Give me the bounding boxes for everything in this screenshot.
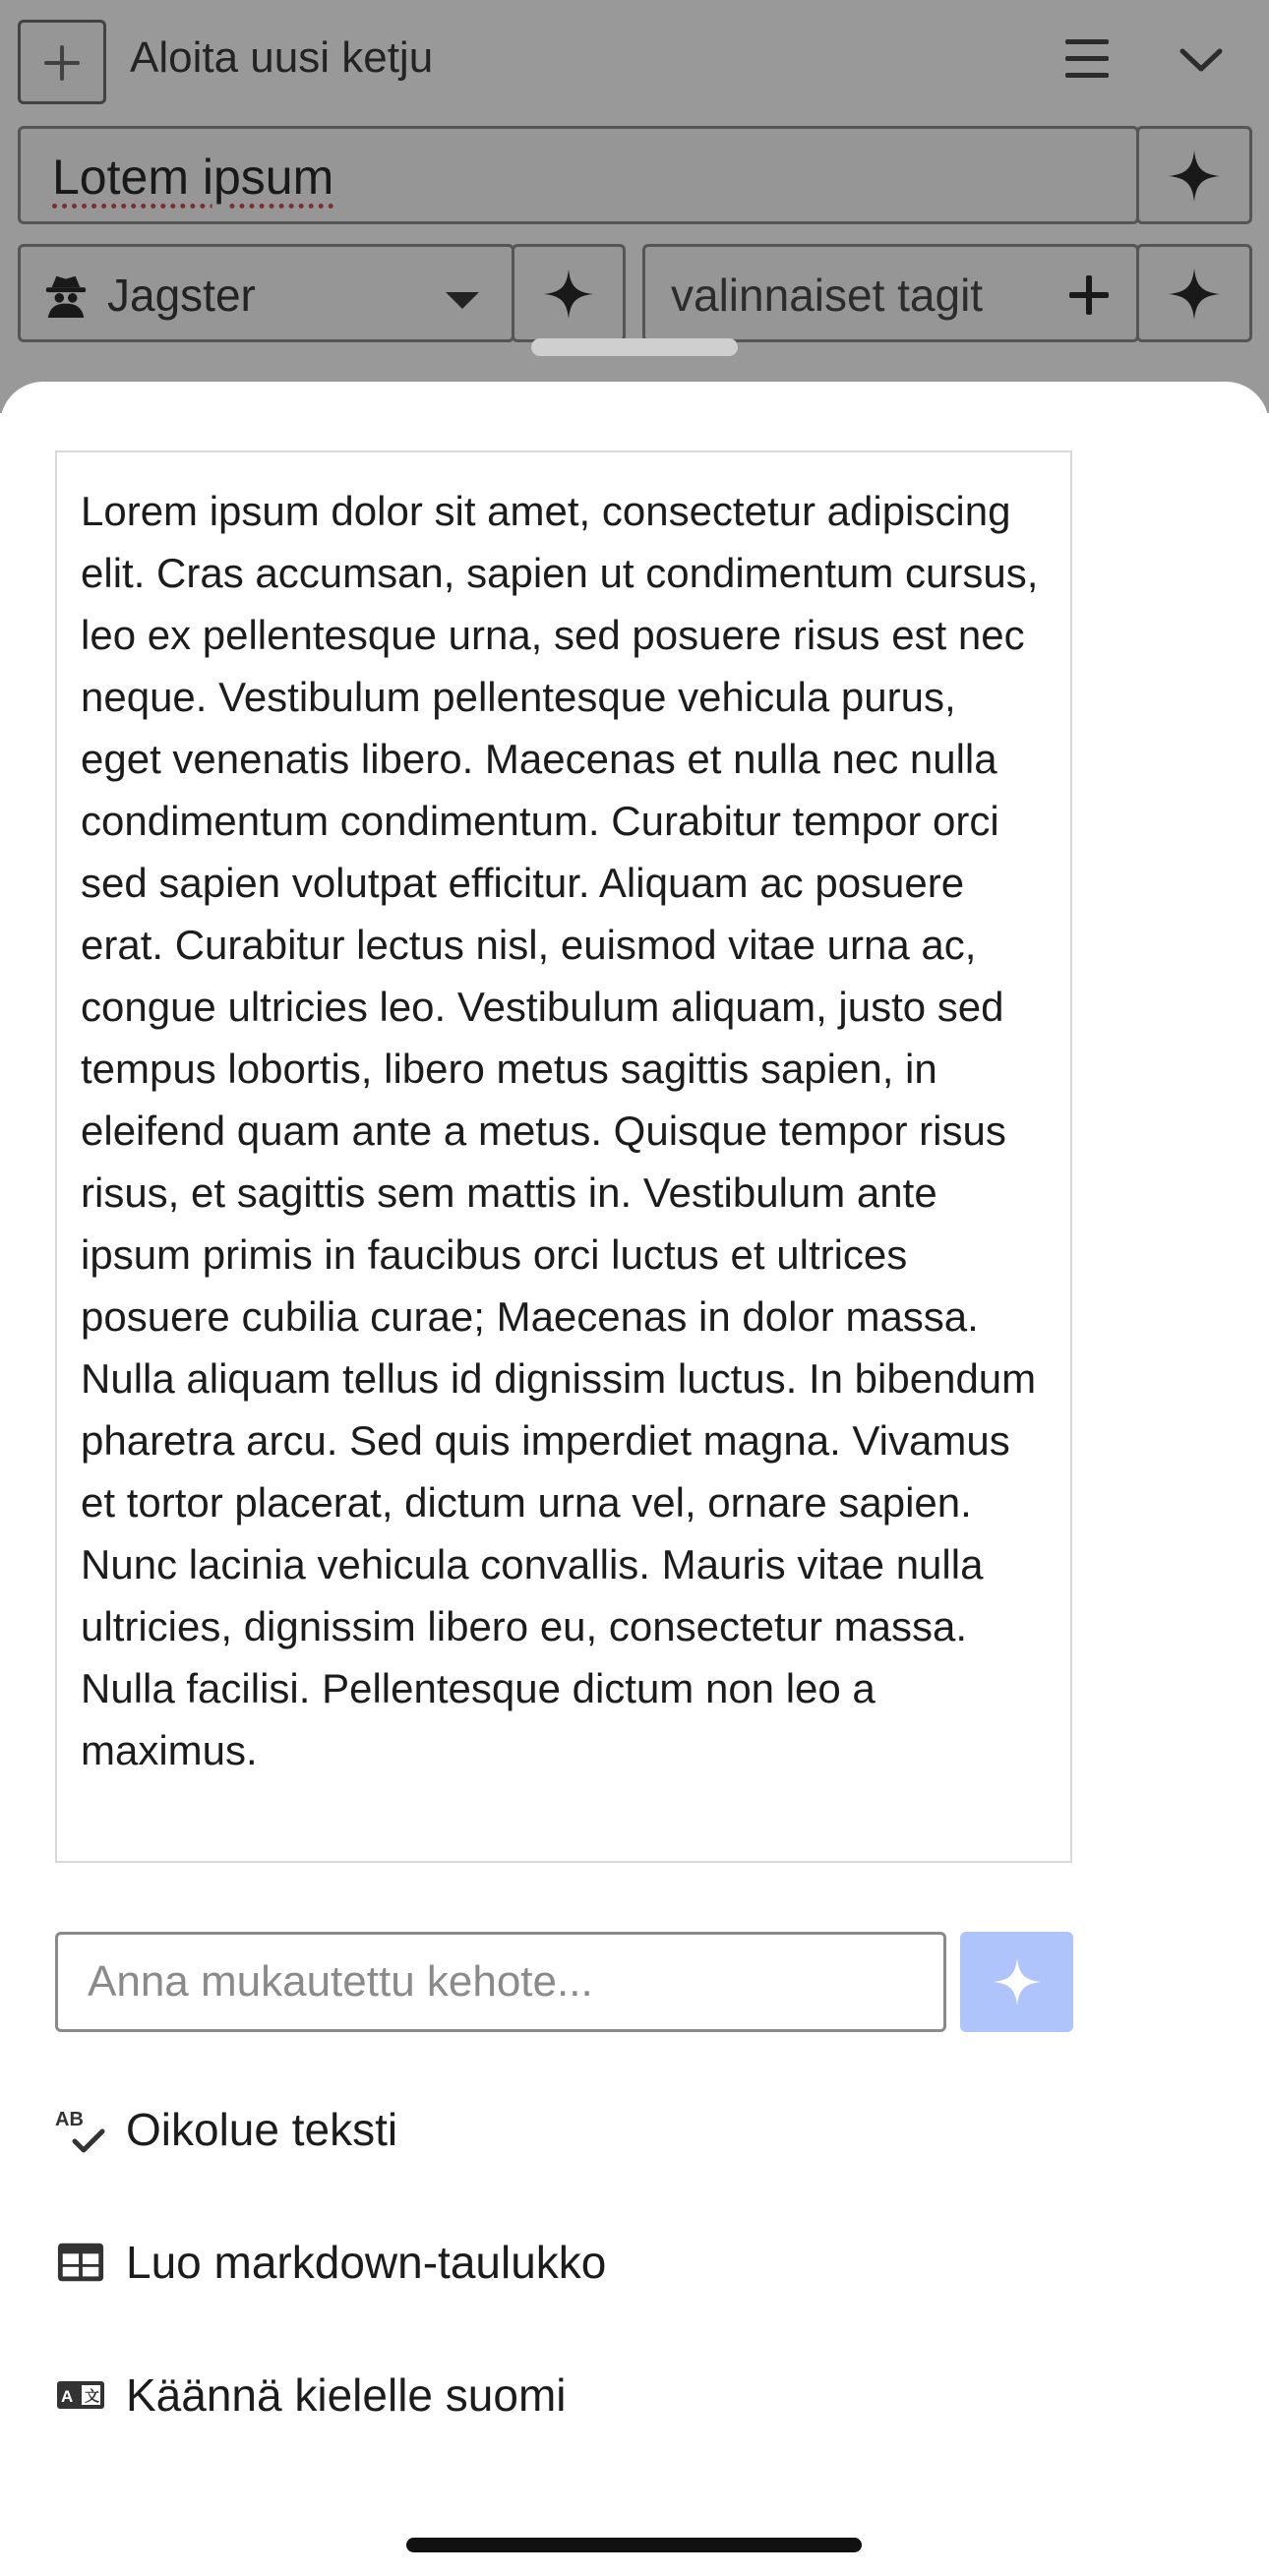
text-preview-box <box>55 450 1072 1863</box>
action-proofread[interactable] <box>55 2085 1039 2174</box>
action-label: Käännä kielelle suomi <box>126 2369 567 2421</box>
new-chat-label: Aloita uusi ketju <box>130 33 434 82</box>
tags-field-placeholder: valinnaiset tagit <box>671 270 984 321</box>
svg-text:AB: AB <box>55 2109 84 2130</box>
custom-prompt-input[interactable] <box>55 1932 946 2032</box>
sheet-drag-handle[interactable] <box>531 338 738 356</box>
preview-text: Lorem ipsum dolor sit amet, consectetur adipiscing elit. Cras accumsan, sapien ut condimentum cursus, leo ex pellentesque urna, sed posuere risus est nec neque. Vestibulum pellentesque vehicula purus, eget venenatis libero. Maecenas et nulla nec nulla condimentum condimentum. Curabitur tempor orci sed sapien volutpat efficitur. Aliquam ac posuere erat. Curabitur lectus nisl, euismod vitae urna ac, congue ultricies leo. Vestibulum aliquam, justo sed tempus lobortis, libero metus sagittis sapien, in eleifend quam ante a metus. Quisque tempor risus risus, et sagittis sem mattis in. Vestibulum ante ipsum primis in faucibus orci luctus et ultrices posuere cubilia curae; Maecenas in dolor massa. Nulla aliquam tellus id dignissim luctus. In bibendum pharetra arcu. Sed quis imperdiet magna. Vivamus et tortor placerat, dictum urna vel, ornare sapien. Nunc lacinia vehicula convallis. Mauris vitae nulla ultricies, dignissim libero eu, consectetur massa. Nulla facilisi. Pellentesque dictum non leo a maximus. <box>81 488 1039 1773</box>
action-markdown-table[interactable] <box>55 2218 1039 2306</box>
translate-icon <box>55 2369 106 2421</box>
action-translate[interactable] <box>55 2351 1039 2439</box>
ai-actions-sheet <box>0 382 1269 2576</box>
sparkle-icon <box>990 1954 1045 2009</box>
title-field-value: Lotem ipsum <box>52 150 334 205</box>
svg-text:A: A <box>61 2387 74 2406</box>
action-label: Luo markdown-taulukko <box>126 2237 607 2288</box>
action-label: Oikolue teksti <box>126 2104 398 2155</box>
custom-prompt-submit-button[interactable] <box>960 1932 1073 2032</box>
spellcheck-icon <box>55 2104 106 2155</box>
persona-select-value: Jagster <box>107 270 256 321</box>
svg-text:文: 文 <box>85 2388 100 2405</box>
table-icon <box>55 2237 106 2288</box>
home-indicator[interactable] <box>406 2538 862 2552</box>
